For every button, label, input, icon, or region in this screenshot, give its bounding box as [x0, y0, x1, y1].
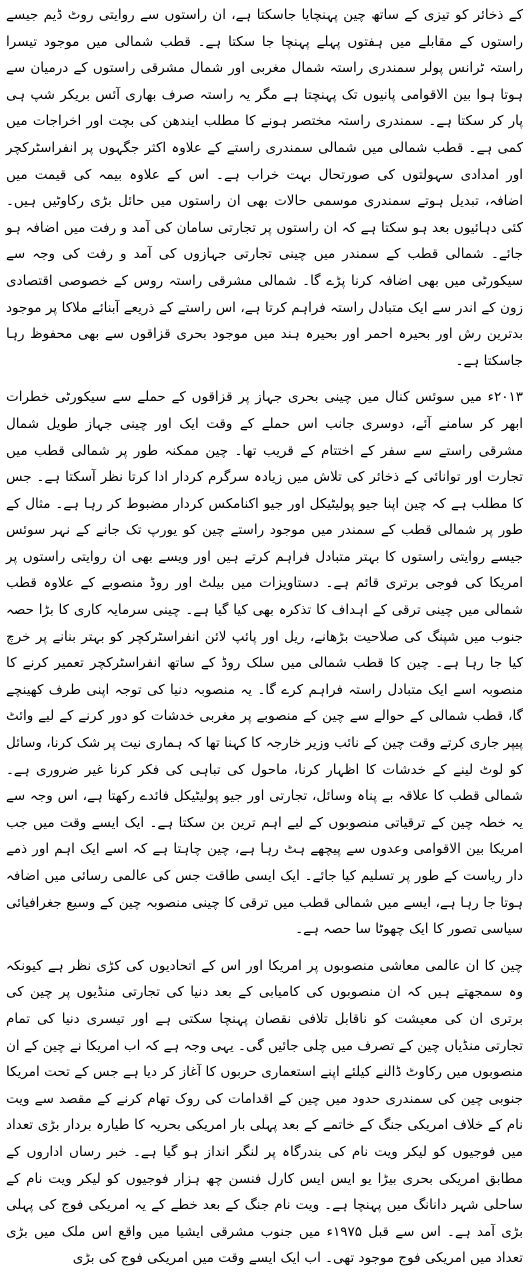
article-paragraph-3: چین کا ان عالمی معاشی منصوبوں پر امریکا اور اس کے اتحادیوں کی کڑی نظر ہے کیونکہ وہ سمجھتے ہیں کہ ان منصوبوں کی کامیابی کے بعد دنیا کی تجارتی منڈیوں پر چین کی برتری ان کی معیشت کو ناقابل تلافی نقصان پہنچا سکتی ہے اور تیسری دنیا کی تمام تجارتی منڈیاں چین کے تصرف میں چلی جائیں گی۔ یہی وجہ ہے کہ اب امریکا نے چین کے ان منصوبوں میں رکاوٹ ڈالنے کیلئے اپنے استعماری حربوں کا آغاز کر دیا ہے جس کے تحت امریکا جنوبی چین کی سمندری حدود میں چین کے اقدامات کی روک تھام کرنے کے مقصد سے ویت نام کے خلاف امریکی جنگ کے خاتمے کے بعد پہلی بار امریکی بحریہ کا طیارہ بردار بڑی تعداد میں فوجیوں کو لیکر ویت نام کی بندرگاہ پر لنگر انداز ہو گیا ہے۔ خبر رساں اداروں کے مطابق امریکی بحری بیڑا یو ایس ایس کارل فنسن چھ ہزار فوجیوں کو لیکر ویت نام کے ساحلی شہر دانانگ میں پہنچا ہے۔ ویت نام جنگ کے بعد خطے کے یہ امریکی فوج کی پہلی بڑی آمد ہے۔ اس سے قبل ۱۹۷۵ء میں جنوب مشرقی ایشیا میں واقع اس ملک میں بڑی تعداد میں امریکی فوج موجود تھی۔ اب ایک ایسے وقت میں امریکی فوج کی بڑی — [6, 957, 524, 1267]
article-paragraph-1: کے ذخائر کو تیزی کے ساتھ چین پہنچایا جاسکتا ہے، ان راستوں سے روایتی روٹ ڈیم جیسے راستوں کے مقابلے میں ہفتوں پہلے پہنچا جا سکتا ہے۔ قطب شمالی میں موجود تیسرا راستہ ٹرانس پولر سمندری راستہ شمال مغربی اور شمال مشرقی راستوں کے درمیان سے ہوتا ہوا بین الاقوامی پانیوں تک پہنچتا ہے مگر یہ راستہ صرف بھاری آئس بریکر شپ ہی پار کر سکتا ہے۔ سمندری راستہ مختصر ہونے کا مطلب ایندھن کی بچت اور اخراجات میں کمی ہے۔ قطب شمالی میں شمالی سمندری راستے کے علاوہ اکثر جگہوں پر انفراسٹرکچر اور امدادی سہولتوں کی صورتحال بہت خراب ہے۔ اس کے علاوہ بیمہ کی قیمت میں اضافہ، تبدیل ہوتے سمندری موسمی حالات بھی ان راستوں میں حائل بڑی رکاوٹیں ہیں۔ کئی دہائیوں بعد ہو سکتا ہے کہ ان راستوں پر تجارتی سامان کی آمد و رفت میں اضافہ ہو جائے۔ شمالی قطب کے سمندر میں چینی تجارتی جہازوں کی آمد و رفت کی وجہ سے سیکورٹی میں بھی اضافہ کرنا پڑے گا۔ شمالی مشرقی راستہ روس کے خصوصی اقتصادی زون کے اندر سے ایک متبادل راستہ فراہم کرتا ہے، اس راستے کے ذریعے آبنائے ملاکا پر موجود بدترین رش اور بحیرہ احمر اور بحیرہ ہند میں موجود بحری قزاقوں سے بھی محفوظ رہا جاسکتا ہے۔ — [6, 7, 523, 369]
article-paragraph-2: ۲۰۱۳ء میں سوئس کنال میں چینی بحری جہاز پر قزاقوں کے حملے سے سیکورٹی خطرات ابھر کر سامنے آئے، دوسری جانب اس حملے کے وقت ایک اور چینی جہاز طویل شمال مشرقی راستے سے سفر کے اختتام کے قریب تھا۔ چین ممکنہ طور پر شمالی قطب میں تجارت اور توانائی کے ذخائر کی تلاش میں زیادہ سرگرم کردار ادا کرتا نظر آسکتا ہے۔ جس کا مطلب ہے کہ چین اپنا جیو پولیٹیکل اور جیو اکنامکس کردار مضبوط کر رہا ہے۔ مثال کے طور پر شمالی قطب کے سمندر میں موجود راستے چین کو یورپ تک جانے کے نہر سوئس جیسے روایتی راستوں کا بہتر متبادل فراہم کرتے ہیں اور ویسے بھی ان روایتی راستوں پر امریکا کی فوجی برتری قائم ہے۔ دستاویزات میں بیلٹ اور روڈ منصوبے کے علاوہ قطب شمالی میں چینی ترقی کے اہداف کا تذکرہ بھی کیا گیا ہے۔ چینی سرمایہ کاری کا بڑا حصہ جنوب میں شپنگ کی صلاحیت بڑھانے، ریل اور پائپ لائن انفراسٹرکچر کو بہتر بنانے پر خرچ کیا جا رہا ہے۔ چین کا قطب شمالی میں سلک روڈ کے ساتھ انفراسٹرکچر تعمیر کرنے کا منصوبہ اسے ایک متبادل راستہ فراہم کرے گا۔ یہ منصوبہ دنیا کی توجہ اپنی طرف کھینچے گا، قطب شمالی کے حوالے سے چین کے منصوبے پر مغربی خدشات کو دور کرنے کے لیے وائٹ پیپر جاری کرتے وقت چین کے نائب وزیر خارجہ کا کہنا تھا کہ ہماری نیت پر شک کرنا، وسائل کو لوٹ لینے کے خدشات کا اظہار کرنا، ماحول کی تباہی کی فکر کرنا غیر ضروری ہے۔ شمالی قطب کا علاقہ بے پناہ وسائل، تجارتی اور جیو پولیٹیکل فائدے رکھتا ہے، اس وجہ سے یہ خطہ چین کے ترقیاتی منصوبوں کے لیے اہم ترین بن سکتا ہے۔ ایک ایسے وقت میں جب امریکا بین الاقوامی وعدوں سے پیچھے ہٹ رہا ہے، چین چاہتا ہے کہ اسے ایک اہم اور ذمے دار ریاست کے طور پر تسلیم کیا جائے۔ ایک ایسی طاقت جس کی عالمی رسائی میں اضافہ ہوتا جا رہا ہے، ایسے میں شمالی قطب میں ترقی کا چینی منصوبہ چین کے وسیع جغرافیائی سیاسی تصور کا ایک چھوٹا سا حصہ ہے۔ — [6, 389, 523, 938]
paragraph-spacer — [6, 374, 523, 384]
paragraph-spacer — [6, 943, 523, 953]
